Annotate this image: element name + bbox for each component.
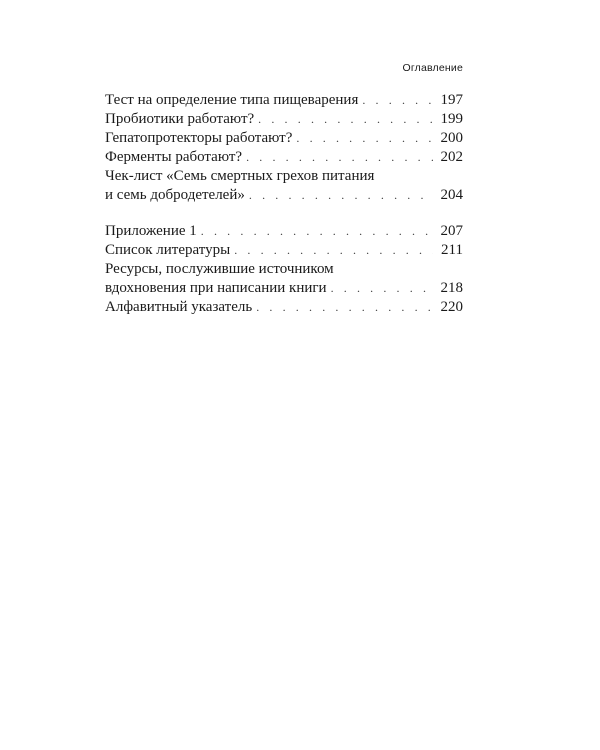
dot-leader xyxy=(331,279,433,298)
toc-entry-title: Гепатопротекторы работают? xyxy=(105,130,293,146)
dot-leader xyxy=(249,186,433,205)
toc-entry-title: Список литературы xyxy=(105,242,231,258)
toc-entry-title-line1: Ресурсы, послужившие источником xyxy=(105,261,334,277)
toc-entry-title: Алфавитный указатель xyxy=(105,299,253,315)
toc-entry-page: 204 xyxy=(440,187,463,203)
table-of-contents xyxy=(105,91,463,317)
toc-entry-page: 199 xyxy=(440,111,463,127)
toc-entry[interactable] xyxy=(105,260,463,298)
toc-entry-page: 218 xyxy=(440,280,463,296)
dot-leader xyxy=(256,298,433,317)
section-gap xyxy=(105,205,463,222)
toc-entry-page: 202 xyxy=(440,149,463,165)
toc-entry[interactable] xyxy=(105,148,463,167)
toc-entry-page: 211 xyxy=(441,242,463,258)
dot-leader xyxy=(258,110,433,129)
running-head: Оглавление xyxy=(402,62,463,74)
toc-entry-title: и семь добродетелей» xyxy=(105,187,245,203)
toc-entry-page: 197 xyxy=(440,92,463,108)
toc-entry[interactable] xyxy=(105,298,463,317)
toc-entry-page: 207 xyxy=(440,223,463,239)
toc-entry-title: Ферменты работают? xyxy=(105,149,243,165)
toc-entry-page: 220 xyxy=(440,299,463,315)
toc-entry-title-line1: Чек-лист «Семь смертных грехов питания xyxy=(105,168,375,184)
toc-entry[interactable] xyxy=(105,241,463,260)
toc-entry-title: вдохновения при написании книги xyxy=(105,280,327,296)
toc-entry[interactable] xyxy=(105,110,463,129)
toc-entry[interactable] xyxy=(105,167,463,205)
toc-entry[interactable] xyxy=(105,222,463,241)
dot-leader xyxy=(246,148,433,167)
dot-leader xyxy=(362,91,433,110)
toc-entry[interactable] xyxy=(105,129,463,148)
toc-entry-title: Тест на определение типа пищеварения xyxy=(105,92,359,108)
toc-entry[interactable] xyxy=(105,91,463,110)
dot-leader xyxy=(296,129,433,148)
dot-leader xyxy=(201,222,433,241)
dot-leader xyxy=(234,241,433,260)
toc-entry-title: Пробиотики работают? xyxy=(105,111,255,127)
toc-entry-page: 200 xyxy=(440,130,463,146)
toc-entry-title: Приложение 1 xyxy=(105,223,197,239)
